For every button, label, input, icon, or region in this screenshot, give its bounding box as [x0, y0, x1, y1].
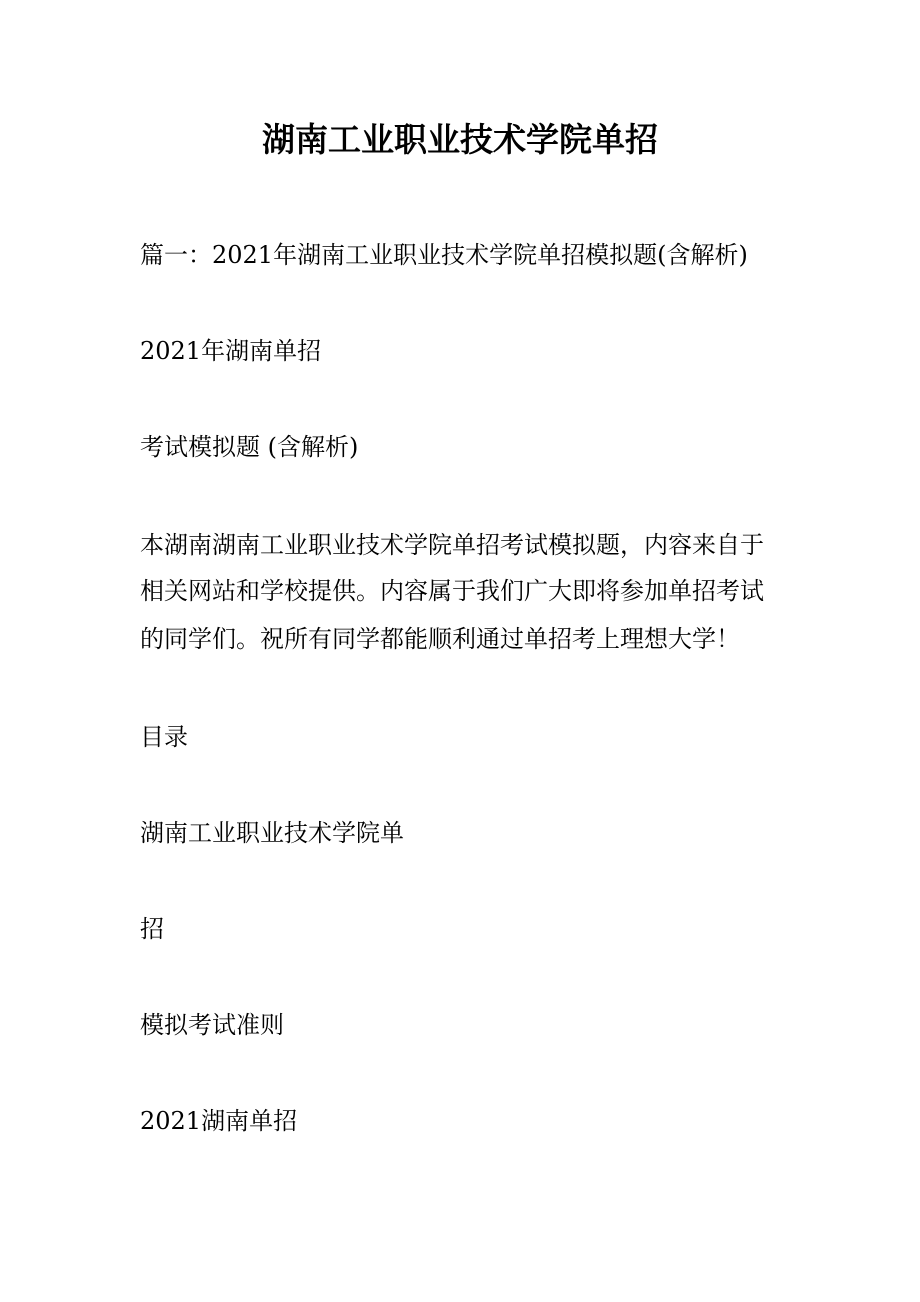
section-heading-1: 篇一：2021年湖南工业职业技术学院单招模拟题(含解析) [140, 241, 748, 269]
toc-item-3: 模拟考试准则 [140, 1011, 284, 1039]
toc-label: 目录 [140, 723, 188, 751]
intro-line-1: 本湖南湖南工业职业技术学院单招考试模拟题，内容来自于 [140, 531, 764, 559]
intro-line-3: 的同学们。祝所有同学都能顺利通过单招考上理想大学！ [140, 625, 740, 653]
toc-item-1: 湖南工业职业技术学院单 [140, 819, 404, 847]
intro-line-2: 相关网站和学校提供。内容属于我们广大即将参加单招考试 [140, 577, 764, 605]
document-title: 湖南工业职业技术学院单招 [262, 120, 658, 159]
toc-item-4: 2021湖南单招 [140, 1107, 298, 1135]
toc-item-2: 招 [140, 915, 164, 943]
section-heading-2: 2021年湖南单招 [140, 337, 322, 365]
section-heading-3: 考试模拟题 (含解析) [140, 433, 359, 461]
